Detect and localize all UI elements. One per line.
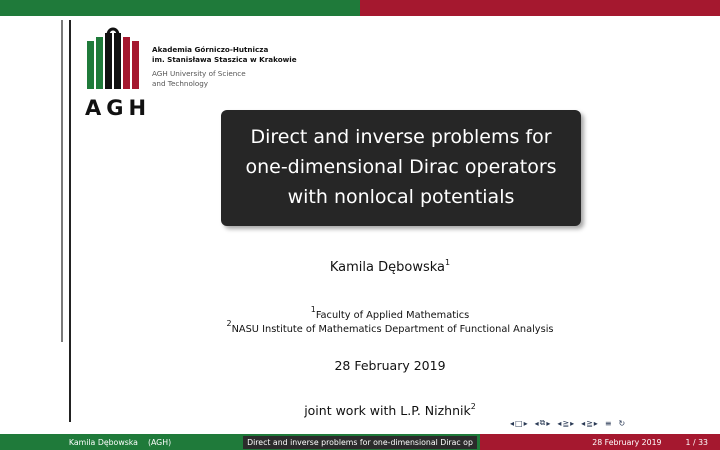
institution-line-4: and Technology: [152, 79, 209, 88]
footer-author-section: [0, 434, 240, 450]
author: [0, 258, 720, 275]
joint-work-mark: 2: [470, 402, 476, 411]
nav-doc-icon[interactable]: ≡: [604, 418, 612, 428]
footer-title-section: [240, 434, 480, 450]
title-line-1: Direct and inverse problems for: [250, 126, 552, 148]
nav-presentation-icon[interactable]: ≧: [586, 418, 593, 428]
affiliation-2-mark: 2: [226, 319, 232, 328]
agh-logo: [85, 27, 152, 120]
footer-date-section: [480, 434, 720, 450]
nav-search-icon[interactable]: ↻: [618, 418, 626, 428]
title-box: [221, 110, 581, 226]
nav-subsection-icon[interactable]: ⧉: [539, 418, 546, 427]
footer: [0, 434, 720, 450]
header-bar: [0, 0, 720, 16]
joint-work: [0, 402, 720, 418]
footer-date: 28 February 2019: [592, 437, 662, 447]
nav-frame-left-icon[interactable]: ◂: [510, 418, 515, 428]
nav-frame-right-icon[interactable]: ▸: [523, 418, 528, 428]
affiliation-2: [0, 319, 720, 335]
nav-presentation-right-icon[interactable]: ▸: [593, 418, 598, 428]
footer-page-number: 1 / 33: [685, 437, 708, 447]
joint-work-text: joint work with L.P. Nizhnik: [304, 403, 471, 418]
footer-author: Kamila Dębowska: [68, 437, 138, 447]
affiliation-1-mark: 1: [310, 305, 316, 314]
institution-name: [152, 45, 297, 89]
nav-subsection-right-icon[interactable]: ▸: [546, 418, 551, 428]
nav-subsection-left-icon[interactable]: ◂: [534, 418, 539, 428]
agh-logo-text: AGH: [85, 96, 152, 120]
author-mark: 1: [445, 258, 451, 267]
footer-institute: (AGH): [147, 437, 172, 447]
nav-presentation-left-icon[interactable]: ◂: [581, 418, 586, 428]
institution-line-1: Akademia Górniczo-Hutnicza: [152, 45, 269, 54]
affiliation-2-text: NASU Institute of Mathematics Department of Functional Analysis: [231, 324, 554, 335]
footer-short-title: Direct and inverse problems for one-dimensional Dirac op: [243, 436, 477, 449]
institution-line-3: AGH University of Science: [152, 69, 246, 78]
title-line-3: with nonlocal potentials: [287, 186, 515, 208]
header-bar-green: [0, 0, 360, 16]
presentation-date: 28 February 2019: [334, 358, 446, 373]
title-line-2: one-dimensional Dirac operators: [245, 156, 557, 178]
nav-section-right-icon[interactable]: ▸: [570, 418, 575, 428]
institution-line-2: im. Stanisława Staszica w Krakowie: [152, 55, 297, 64]
decorative-line-gray: [61, 20, 63, 342]
header-bar-red: [360, 0, 720, 16]
agh-logo-icon: [86, 27, 142, 91]
nav-frame-icon[interactable]: □: [515, 418, 523, 428]
affiliation-1-text: Faculty of Applied Mathematics: [315, 310, 470, 321]
navigation-symbols: [510, 417, 715, 429]
author-name: Kamila Dębowska: [329, 260, 446, 275]
nav-section-left-icon[interactable]: ◂: [557, 418, 562, 428]
nav-section-icon[interactable]: ≧: [562, 418, 570, 428]
